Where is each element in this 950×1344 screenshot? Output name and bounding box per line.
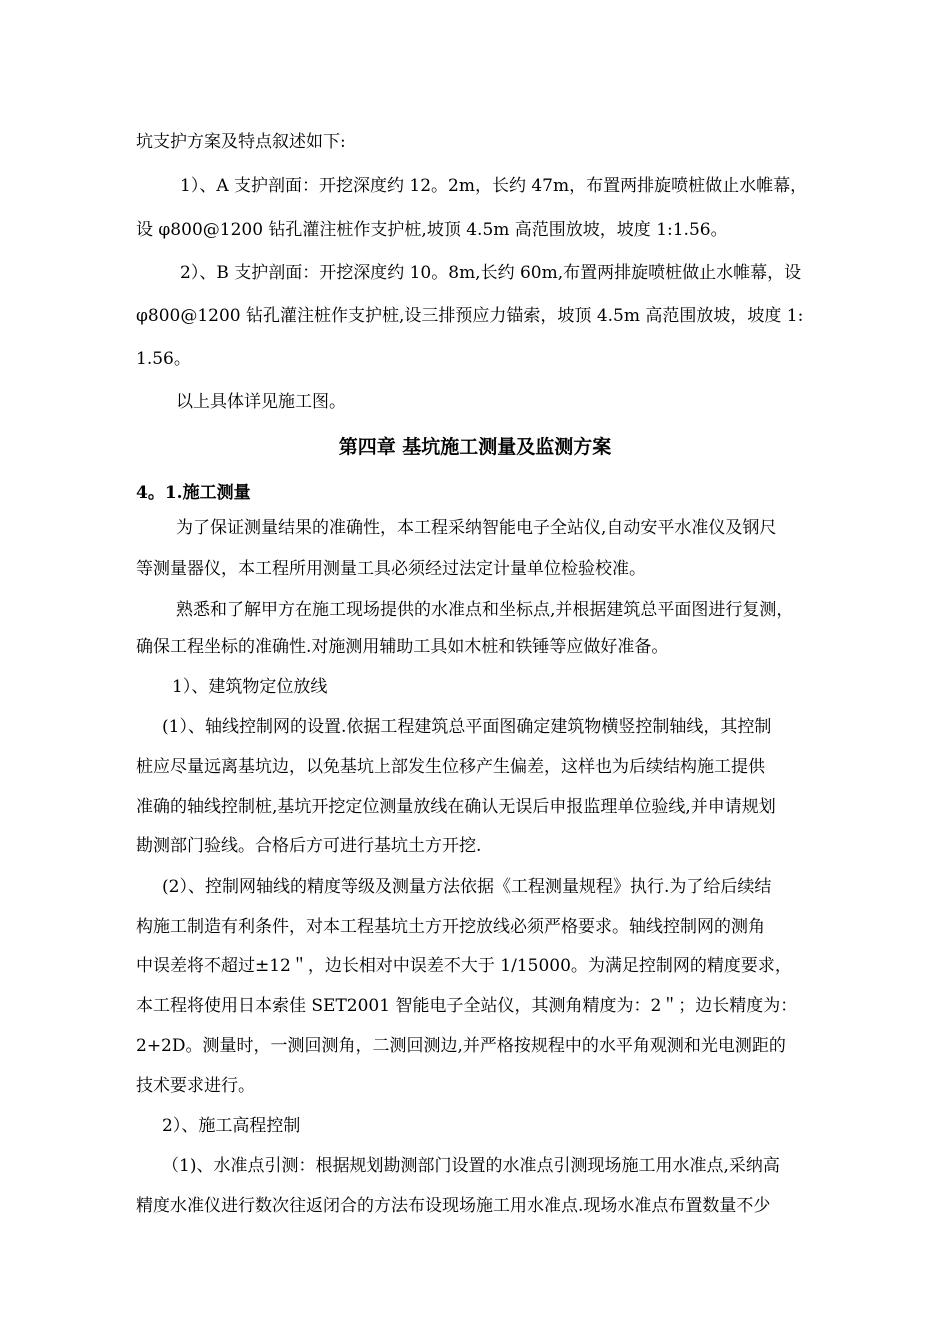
text-line: 1）、A 支护剖面：开挖深度约 12。2m，长约 47m，布置两排旋喷桩做止水帷幕， bbox=[180, 176, 808, 196]
text-line: φ800@1200 钻孔灌注桩作支护桩,设三排预应力锚索，坡顶 4.5m 高范围放坡，坡度 1: bbox=[136, 306, 804, 326]
text-line: 构施工制造有利条件，对本工程基坑土方开挖放线必须严格要求。轴线控制网的测角 bbox=[136, 917, 765, 937]
text-line: 勘测部门验线。合格后方可进行基坑土方开挖. bbox=[136, 836, 482, 856]
text-line: 为了保证测量结果的准确性，本工程采纳智能电子全站仪,自动安平水准仪及钢尺 bbox=[176, 518, 777, 538]
text-line: 2）、B 支护剖面：开挖深度约 10。8m,长约 60m,布置两排旋喷桩做止水帷幕，设 bbox=[180, 263, 802, 283]
chapter-title: 第四章 基坑施工测量及监测方案 bbox=[338, 436, 612, 458]
section-title: 4。1.施工测量 bbox=[136, 483, 251, 503]
text-line: 2+2D。测量时，一测回测角，二测回测边,并严格按规程中的水平角观测和光电测距的 bbox=[136, 1036, 786, 1056]
text-line: 1.56。 bbox=[136, 349, 191, 369]
text-line: 确保工程坐标的准确性.对施测用辅助工具如木桩和铁锤等应做好准备。 bbox=[136, 637, 669, 657]
text-line: 设 φ800@1200 钻孔灌注桩作支护桩,坡顶 4.5m 高范围放坡，坡度 1:1.56。 bbox=[136, 220, 728, 240]
text-line: 等测量器仪，本工程所用测量工具必须经过法定计量单位检验校准。 bbox=[136, 559, 646, 579]
text-line: 熟悉和了解甲方在施工现场提供的水准点和坐标点,并根据建筑总平面图进行复测， bbox=[176, 600, 794, 620]
text-line: 1）、建筑物定位放线 bbox=[172, 677, 328, 697]
text-line: （1)、水准点引测：根据规划勘测部门设置的水准点引测现场施工用水准点,采纳高 bbox=[162, 1156, 780, 1176]
text-line: 坑支护方案及特点叙述如下: bbox=[136, 132, 346, 152]
text-line: 以上具体详见施工图。 bbox=[176, 392, 346, 412]
text-line: (1）、轴线控制网的设置.依据工程建筑总平面图确定建筑物横竖控制轴线，其控制 bbox=[162, 717, 772, 737]
text-line: 2）、施工高程控制 bbox=[162, 1116, 301, 1136]
text-line: 中误差将不超过±12＂，边长相对中误差不大于 1/15000。为满足控制网的精度要求， bbox=[136, 956, 792, 976]
text-line: (2）、控制网轴线的精度等级及测量方法依据《工程测量规程》执行.为了给后续结 bbox=[162, 877, 772, 897]
text-line: 桩应尽量远离基坑边，以免基坑上部发生位移产生偏差，这样也为后续结构施工提供 bbox=[136, 757, 765, 777]
text-line: 准确的轴线控制桩,基坑开挖定位测量放线在确认无误后申报监理单位验线,并申请规划 bbox=[136, 797, 776, 817]
text-line: 精度水准仪进行数次往返闭合的方法布设现场施工用水准点.现场水准点布置数量不少 bbox=[136, 1196, 771, 1216]
text-line: 本工程将使用日本索佳 SET2001 智能电子全站仪，其测角精度为：2＂；边长精度为： bbox=[136, 996, 798, 1016]
text-line: 技术要求进行。 bbox=[136, 1076, 255, 1096]
